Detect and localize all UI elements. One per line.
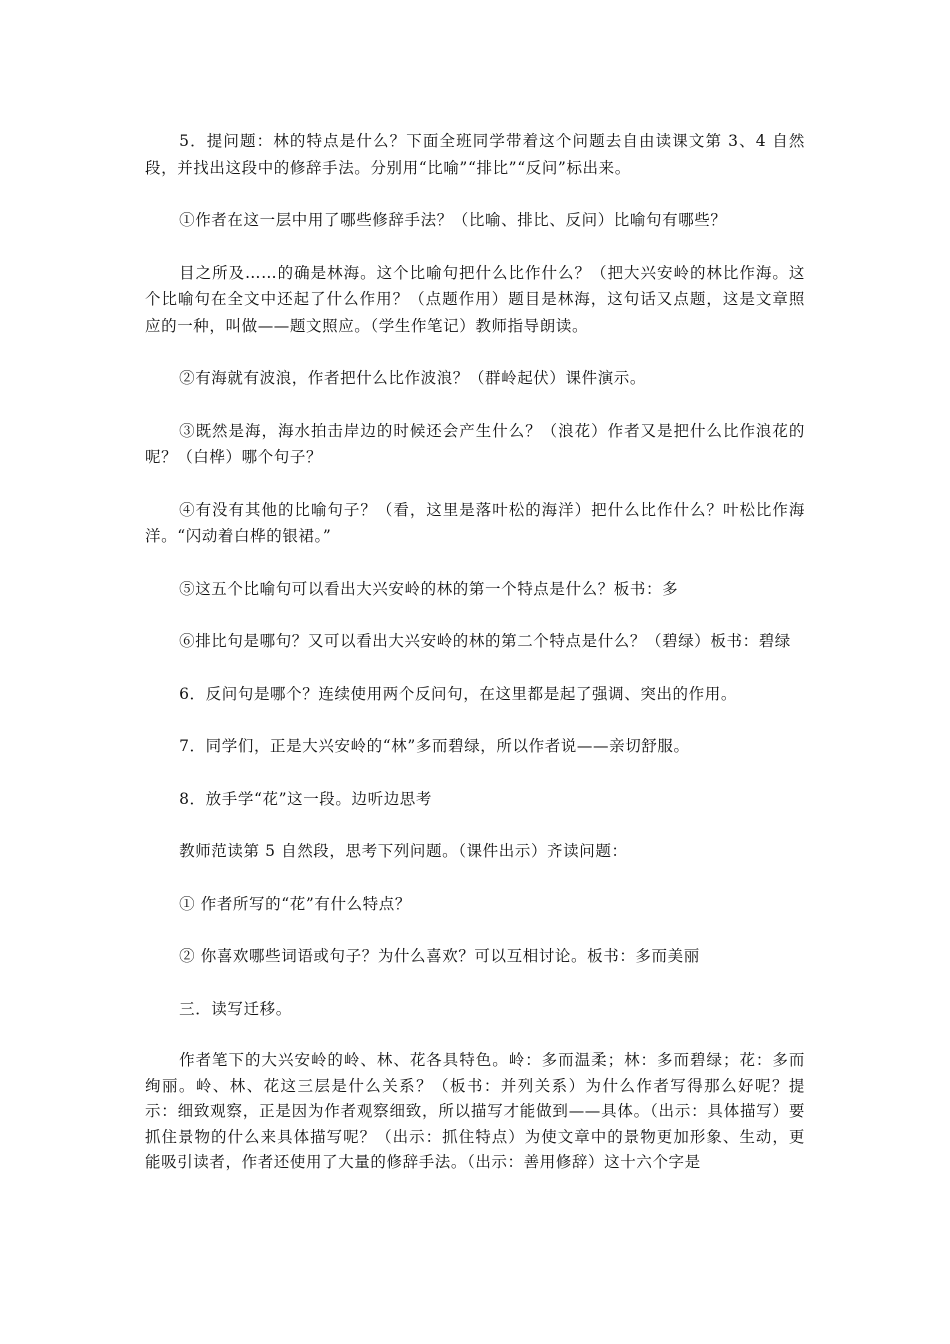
- paragraph-flower-question-1: ① 作者所写的“花”有什么特点？: [179, 894, 411, 913]
- paragraph-metaphor-analysis: 目之所及……的确是林海。这个比喻句把什么比作什么？（把大兴安岭的林比作海。这个比喻句在全文中还起了什么作用？（点题作用）题目是林海，这句话又点题，这是文章照应的一种，叫做——题文照应。（学生作笔记）教师指导朗读。: [145, 263, 805, 335]
- paragraph-waves: ②有海就有波浪，作者把什么比作波浪？（群岭起伏）课件演示。: [179, 369, 646, 387]
- paragraph-parallelism: ⑥排比句是哪句？又可以看出大兴安岭的林的第二个特点是什么？（碧绿）板书：碧绿: [179, 632, 791, 650]
- paragraph-other-metaphors: ④有没有其他的比喻句子？（看，这里是落叶松的海洋）把什么比作什么？叶松比作海洋。“闪动着白桦的银裙。”: [145, 500, 805, 545]
- section-heading-read-write: 三．读写迁移。: [179, 999, 292, 1018]
- paragraph-item-7: 7．同学们，正是大兴安岭的“林”多而碧绿，所以作者说——亲切舒服。: [179, 737, 690, 755]
- paragraph-first-feature: ⑤这五个比喻句可以看出大兴安岭的林的第一个特点是什么？板书：多: [179, 579, 679, 598]
- paragraph-teacher-reading: 教师范读第 5 自然段，思考下列问题。（课件出示）齐读问题：: [179, 842, 628, 860]
- paragraph-flower-question-2: ② 你喜欢哪些词语或句子？为什么喜欢？可以互相讨论。板书：多而美丽: [179, 947, 700, 965]
- paragraph-question-5: 5．提问题：林的特点是什么？下面全班同学带着这个问题去自由读课文第 3、4 自然段，并找出这段中的修辞手法。分别用“比喻”“排比”“反问”标出来。: [145, 132, 805, 177]
- paragraph-item-8: 8．放手学“花”这一段。边听边思考: [179, 789, 433, 808]
- paragraph-spray: ③既然是海，海水拍击岸边的时候还会产生什么？（浪花）作者又是把什么比作浪花的呢？（白桦）哪个句子？: [145, 421, 805, 466]
- paragraph-rhetoric-question: ①作者在这一层中用了哪些修辞手法？（比喻、排比、反问）比喻句有哪些？: [179, 211, 727, 229]
- paragraph-summary: 作者笔下的大兴安岭的岭、林、花各具特色。岭：多而温柔；林：多而碧绿；花：多而绚丽。岭、林、花这三层是什么关系？（板书：并列关系）为什么作者写得那么好呢？提示：细致观察，正是因为作者观察细致，所以描写才能做到——具体。（出示：具体描写）要抓住景物的什么来具体描写呢？（出示：抓住特点）为使文章中的景物更加形象、生动，更能吸引读者，作者还使用了大量的修辞手法。（出示：善用修辞）这十六个字是: [145, 1051, 805, 1172]
- paragraph-rhetorical-question-6: 6．反问句是哪个？连续使用两个反问句，在这里都是起了强调、突出的作用。: [179, 684, 737, 703]
- document-page: [145, 128, 805, 1176]
